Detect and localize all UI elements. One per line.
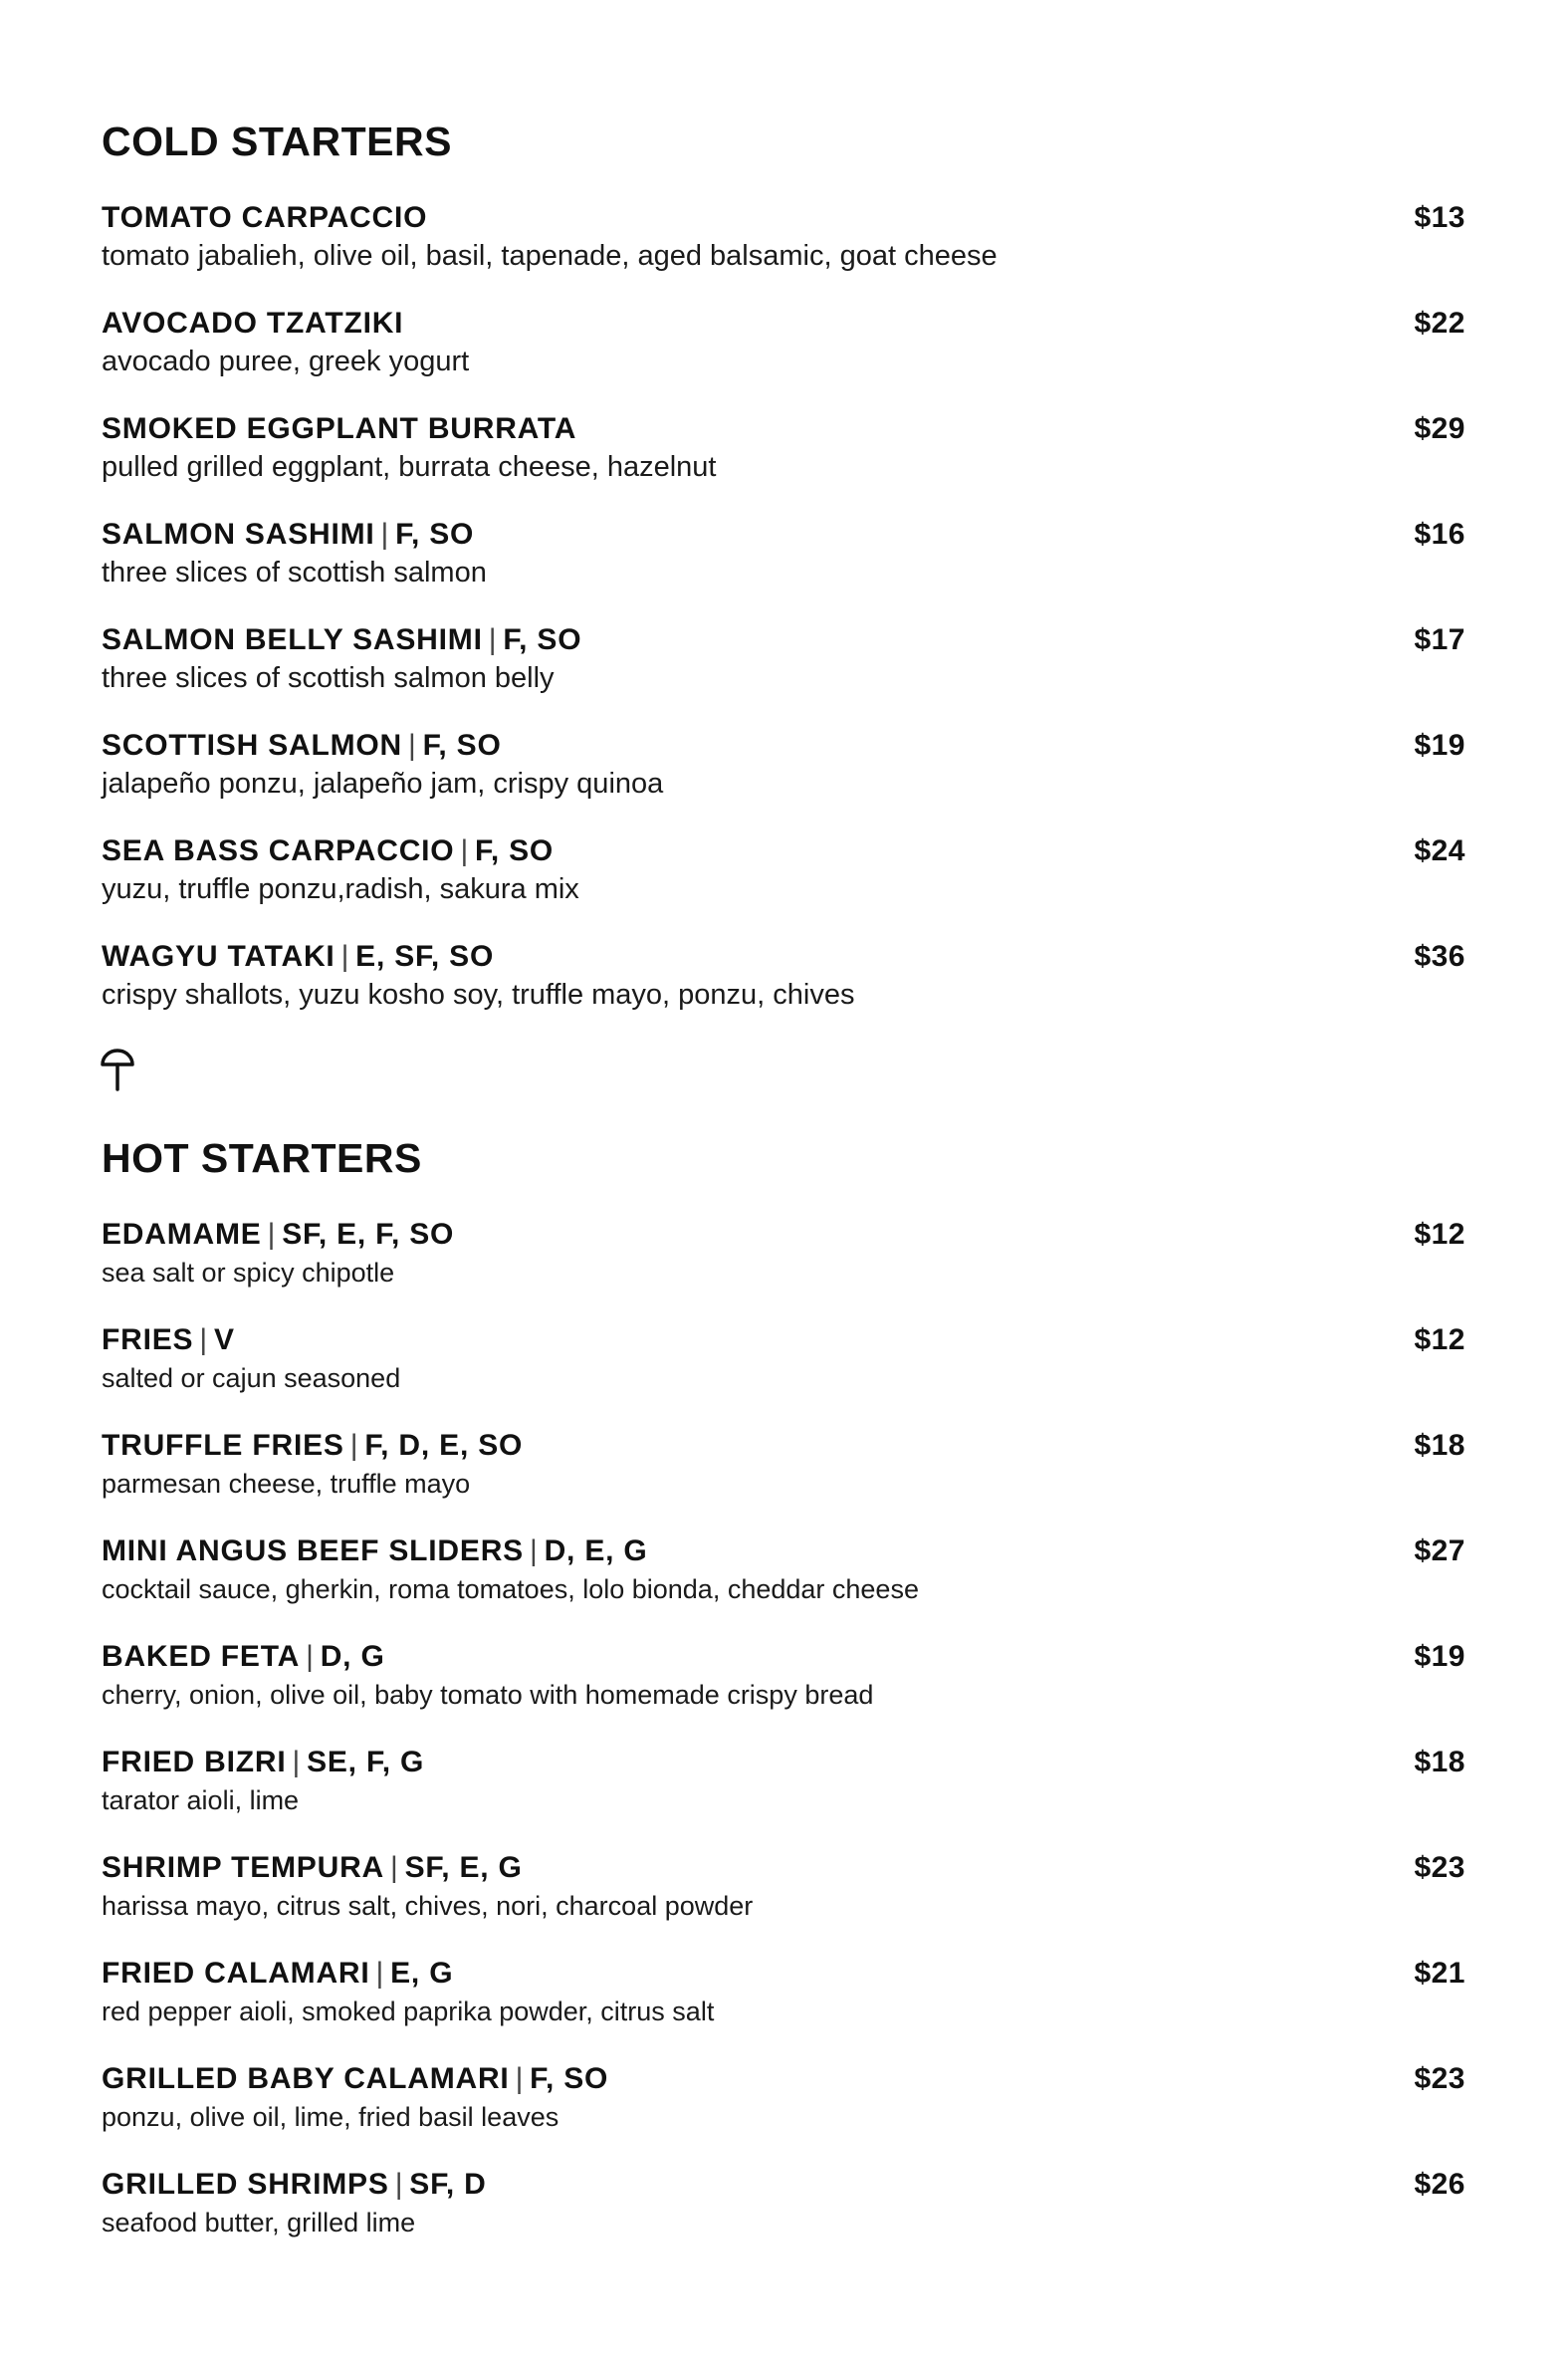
- section-title: COLD STARTERS: [102, 118, 452, 164]
- tag-separator: |: [515, 2062, 525, 2095]
- hot-starters-section: [102, 1135, 1465, 2272]
- menu-item-description: sea salt or spicy chipotle: [102, 1258, 395, 1288]
- menu-item-price: $16: [1414, 518, 1465, 551]
- menu-item-name: SALMON SASHIMI: [102, 518, 375, 551]
- menu-item-price: $27: [1414, 1534, 1465, 1567]
- menu-item-description: pulled grilled eggplant, burrata cheese, hazelnut: [102, 451, 717, 483]
- menu-item-price: $19: [1414, 1640, 1465, 1673]
- menu-item-price: $23: [1414, 2062, 1465, 2095]
- tag-separator: |: [306, 1640, 315, 1673]
- menu-item-allergen-tags: D, G: [320, 1640, 385, 1673]
- menu-item-description: salted or cajun seasoned: [102, 1363, 401, 1393]
- cold-starters-list: [102, 200, 1465, 1045]
- menu-item-name: FRIED CALAMARI: [102, 1957, 370, 1990]
- hot-starters-list: [102, 1217, 1465, 2272]
- menu-item: [102, 1533, 1465, 1639]
- menu-item-heading: [102, 622, 581, 658]
- menu-item: [102, 306, 1465, 411]
- menu-item-allergen-tags: D, E, G: [544, 1534, 648, 1567]
- menu-item-heading: [102, 411, 576, 447]
- menu-item-name: MINI ANGUS BEEF SLIDERS: [102, 1534, 524, 1567]
- menu-item-row: [102, 833, 1465, 869]
- tag-separator: |: [460, 834, 470, 867]
- menu-item-row: [102, 200, 1465, 236]
- menu-item: [102, 622, 1465, 728]
- menu-item-price: $23: [1414, 1851, 1465, 1884]
- menu-item: [102, 2167, 1465, 2272]
- menu-item-row: [102, 1745, 1465, 1780]
- menu-item-allergen-tags: SF, E, F, SO: [282, 1218, 455, 1251]
- menu-item-name: GRILLED SHRIMPS: [102, 2168, 389, 2201]
- menu-item-row: [102, 728, 1465, 764]
- menu-item-row: [102, 1428, 1465, 1464]
- menu-item-row: [102, 1322, 1465, 1358]
- menu-item-heading: [102, 1533, 648, 1569]
- menu-item-name: SEA BASS CARPACCIO: [102, 834, 455, 867]
- tag-separator: |: [488, 623, 498, 656]
- menu-item: [102, 1956, 1465, 2061]
- menu-item-row: [102, 2167, 1465, 2203]
- tag-separator: |: [394, 2168, 404, 2201]
- menu-item-row: [102, 1533, 1465, 1569]
- tag-separator: |: [340, 940, 350, 973]
- menu-item-heading: [102, 1322, 235, 1358]
- menu-item-allergen-tags: F, SO: [422, 729, 502, 762]
- menu-item-price: $22: [1414, 307, 1465, 340]
- menu-item-allergen-tags: F, SO: [530, 2062, 609, 2095]
- menu-item-price: $19: [1414, 729, 1465, 762]
- menu-item-heading: [102, 306, 403, 342]
- menu-item-row: [102, 517, 1465, 553]
- menu-item-heading: [102, 200, 427, 236]
- menu-item-heading: [102, 1850, 523, 1886]
- menu-item-name: GRILLED BABY CALAMARI: [102, 2062, 510, 2095]
- menu-item-name: EDAMAME: [102, 1218, 262, 1251]
- menu-item-row: [102, 411, 1465, 447]
- menu-item-name: FRIES: [102, 1323, 194, 1356]
- menu-item-row: [102, 622, 1465, 658]
- menu-item-price: $24: [1414, 834, 1465, 867]
- menu-item-allergen-tags: F, SO: [503, 623, 582, 656]
- menu-item-price: $21: [1414, 1957, 1465, 1990]
- menu-item: [102, 1850, 1465, 1956]
- menu-item-heading: [102, 833, 554, 869]
- menu-item-heading: [102, 939, 494, 975]
- menu-item-description: three slices of scottish salmon belly: [102, 662, 555, 694]
- menu-item-name: WAGYU TATAKI: [102, 940, 336, 973]
- menu-item-row: [102, 1850, 1465, 1886]
- menu-item-heading: [102, 1217, 454, 1253]
- menu-item: [102, 728, 1465, 833]
- menu-item-heading: [102, 1639, 385, 1675]
- menu-item: [102, 833, 1465, 939]
- menu-item-allergen-tags: E, G: [390, 1957, 454, 1990]
- menu-item: [102, 200, 1465, 306]
- menu-item-description: yuzu, truffle ponzu,radish, sakura mix: [102, 873, 579, 905]
- menu-item-price: $26: [1414, 2168, 1465, 2201]
- menu-item-row: [102, 2061, 1465, 2097]
- menu-item-description: harissa mayo, citrus salt, chives, nori, charcoal powder: [102, 1891, 754, 1921]
- menu-item-name: SMOKED EGGPLANT BURRATA: [102, 412, 577, 445]
- menu-item-row: [102, 1639, 1465, 1675]
- menu-item: [102, 1217, 1465, 1322]
- tag-separator: |: [530, 1534, 539, 1567]
- tag-separator: |: [380, 518, 390, 551]
- menu-item: [102, 1745, 1465, 1850]
- menu-item-description: avocado puree, greek yogurt: [102, 346, 470, 377]
- menu-item-heading: [102, 2061, 608, 2097]
- mushroom-icon: [100, 1048, 135, 1091]
- menu-item-description: ponzu, olive oil, lime, fried basil leaves: [102, 2102, 560, 2132]
- menu-item-heading: [102, 1428, 523, 1464]
- menu-item-name: BAKED FETA: [102, 1640, 301, 1673]
- tag-separator: |: [292, 1746, 302, 1778]
- menu-item-allergen-tags: E, SF, SO: [355, 940, 495, 973]
- menu-item-row: [102, 306, 1465, 342]
- menu-item-name: FRIED BIZRI: [102, 1746, 287, 1778]
- menu-item-price: $36: [1414, 940, 1465, 973]
- menu-item-name: SHRIMP TEMPURA: [102, 1851, 384, 1884]
- menu-item-heading: [102, 1956, 453, 1992]
- menu-item-description: three slices of scottish salmon: [102, 557, 487, 588]
- menu-item: [102, 939, 1465, 1045]
- menu-item-allergen-tags: F, SO: [475, 834, 555, 867]
- menu-item: [102, 2061, 1465, 2167]
- menu-item: [102, 517, 1465, 622]
- tag-separator: |: [267, 1218, 277, 1251]
- cold-starters-section: [102, 118, 1465, 1045]
- menu-item-price: $12: [1414, 1218, 1465, 1251]
- menu-item-allergen-tags: SE, F, G: [307, 1746, 425, 1778]
- tag-separator: |: [408, 729, 417, 762]
- menu-item-name: SALMON BELLY SASHIMI: [102, 623, 483, 656]
- menu-item-price: $18: [1414, 1429, 1465, 1462]
- menu-item-price: $17: [1414, 623, 1465, 656]
- menu-item-heading: [102, 1745, 424, 1780]
- tag-separator: |: [349, 1429, 359, 1462]
- menu-item-row: [102, 939, 1465, 975]
- tag-separator: |: [390, 1851, 399, 1884]
- menu-item-row: [102, 1217, 1465, 1253]
- menu-item-allergen-tags: F, SO: [395, 518, 475, 551]
- menu-item-description: tomato jabalieh, olive oil, basil, tapenade, aged balsamic, goat cheese: [102, 240, 998, 272]
- menu-item-description: red pepper aioli, smoked paprika powder, citrus salt: [102, 1997, 715, 2026]
- menu-item-price: $18: [1414, 1746, 1465, 1778]
- menu-item-name: AVOCADO TZATZIKI: [102, 307, 404, 340]
- menu-item-description: cherry, onion, olive oil, baby tomato with homemade crispy bread: [102, 1680, 874, 1710]
- menu-item-heading: [102, 2167, 487, 2203]
- tag-separator: |: [375, 1957, 385, 1990]
- menu-item: [102, 1428, 1465, 1533]
- tag-separator: |: [199, 1323, 208, 1356]
- menu-item-description: seafood butter, grilled lime: [102, 2208, 416, 2237]
- menu-item-allergen-tags: F, D, E, SO: [364, 1429, 524, 1462]
- menu-item-name: TRUFFLE FRIES: [102, 1429, 344, 1462]
- menu-item-name: SCOTTISH SALMON: [102, 729, 402, 762]
- menu-item: [102, 1322, 1465, 1428]
- menu-item-allergen-tags: SF, E, G: [404, 1851, 523, 1884]
- section-title: HOT STARTERS: [102, 1135, 422, 1181]
- menu-item-row: [102, 1956, 1465, 1992]
- menu-item-name: TOMATO CARPACCIO: [102, 201, 428, 234]
- menu-item: [102, 1639, 1465, 1745]
- menu-item: [102, 411, 1465, 517]
- menu-item-allergen-tags: SF, D: [409, 2168, 487, 2201]
- menu-item-heading: [102, 728, 502, 764]
- menu-item-description: crispy shallots, yuzu kosho soy, truffle mayo, ponzu, chives: [102, 979, 855, 1011]
- menu-item-price: $13: [1414, 201, 1465, 234]
- menu-item-description: jalapeño ponzu, jalapeño jam, crispy quinoa: [102, 768, 664, 800]
- menu-item-allergen-tags: V: [213, 1323, 235, 1356]
- menu-item-price: $12: [1414, 1323, 1465, 1356]
- menu-item-price: $29: [1414, 412, 1465, 445]
- menu-item-description: cocktail sauce, gherkin, roma tomatoes, lolo bionda, cheddar cheese: [102, 1574, 919, 1604]
- menu-item-heading: [102, 517, 474, 553]
- menu-item-description: parmesan cheese, truffle mayo: [102, 1469, 471, 1499]
- menu-item-description: tarator aioli, lime: [102, 1785, 300, 1815]
